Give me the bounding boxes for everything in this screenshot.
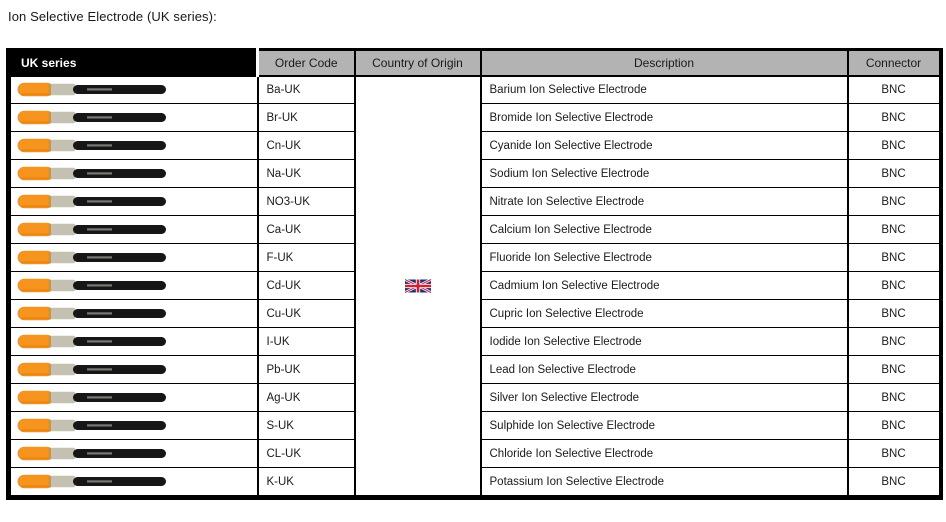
electrode-image-cell bbox=[9, 412, 258, 440]
order-code-cell: Cd-UK bbox=[258, 272, 355, 300]
electrode-image-cell bbox=[9, 104, 258, 132]
description-cell: Calcium Ion Selective Electrode bbox=[481, 216, 848, 244]
electrode-image-cell bbox=[9, 468, 258, 498]
order-code-cell: NO3-UK bbox=[258, 188, 355, 216]
order-code-cell: Na-UK bbox=[258, 160, 355, 188]
electrode-photo bbox=[17, 418, 169, 433]
electrode-image-cell bbox=[9, 188, 258, 216]
order-code-cell: CL-UK bbox=[258, 440, 355, 468]
table-body bbox=[9, 76, 941, 498]
electrode-label-marking bbox=[87, 256, 112, 258]
connector-cell: BNC bbox=[848, 412, 941, 440]
connector-cell: BNC bbox=[848, 468, 941, 498]
header-connector: Connector bbox=[848, 50, 941, 76]
electrode-image-cell bbox=[9, 76, 258, 104]
header-country-of-origin: Country of Origin bbox=[355, 50, 481, 76]
electrode-label-marking bbox=[87, 340, 112, 342]
country-of-origin-cell bbox=[355, 76, 481, 498]
description-cell: Barium Ion Selective Electrode bbox=[481, 76, 848, 104]
connector-cell: BNC bbox=[848, 300, 941, 328]
electrode-label-marking bbox=[87, 284, 112, 286]
electrode-image-cell bbox=[9, 272, 258, 300]
connector-cell: BNC bbox=[848, 132, 941, 160]
electrode-photo bbox=[17, 250, 169, 265]
table-row bbox=[9, 76, 941, 104]
electrode-label-marking bbox=[87, 312, 112, 314]
page-title: Ion Selective Electrode (UK series): bbox=[8, 9, 217, 24]
electrode-photo bbox=[17, 222, 169, 237]
order-code-cell: Pb-UK bbox=[258, 356, 355, 384]
electrode-photo bbox=[17, 278, 169, 293]
description-cell: Nitrate Ion Selective Electrode bbox=[481, 188, 848, 216]
description-cell: Sodium Ion Selective Electrode bbox=[481, 160, 848, 188]
connector-cell: BNC bbox=[848, 244, 941, 272]
electrode-photo bbox=[17, 194, 169, 209]
order-code-cell: S-UK bbox=[258, 412, 355, 440]
header-description: Description bbox=[481, 50, 848, 76]
electrode-label-marking bbox=[87, 480, 112, 482]
order-code-cell: Ag-UK bbox=[258, 384, 355, 412]
electrode-image-cell bbox=[9, 300, 258, 328]
electrode-label-marking bbox=[87, 452, 112, 454]
electrode-label-marking bbox=[87, 396, 112, 398]
electrode-photo bbox=[17, 138, 169, 153]
electrode-photo bbox=[17, 446, 169, 461]
description-cell: Sulphide Ion Selective Electrode bbox=[481, 412, 848, 440]
order-code-cell: Cn-UK bbox=[258, 132, 355, 160]
electrode-image-cell bbox=[9, 216, 258, 244]
electrode-image-cell bbox=[9, 244, 258, 272]
electrode-table bbox=[6, 48, 943, 500]
electrode-photo bbox=[17, 166, 169, 181]
connector-cell: BNC bbox=[848, 216, 941, 244]
electrode-image-cell bbox=[9, 384, 258, 412]
description-cell: Potassium Ion Selective Electrode bbox=[481, 468, 848, 498]
order-code-cell: K-UK bbox=[258, 468, 355, 498]
description-cell: Iodide Ion Selective Electrode bbox=[481, 328, 848, 356]
electrode-label-marking bbox=[87, 89, 112, 91]
electrode-image-cell bbox=[9, 328, 258, 356]
electrode-label-marking bbox=[87, 200, 112, 202]
connector-cell: BNC bbox=[848, 160, 941, 188]
electrode-label-marking bbox=[87, 116, 112, 118]
header-uk-series: UK series bbox=[9, 50, 258, 76]
header-order-code: Order Code bbox=[258, 50, 355, 76]
description-cell: Chloride Ion Selective Electrode bbox=[481, 440, 848, 468]
electrode-photo bbox=[17, 110, 169, 125]
electrode-label-marking bbox=[87, 228, 112, 230]
order-code-cell: Cu-UK bbox=[258, 300, 355, 328]
connector-cell: BNC bbox=[848, 440, 941, 468]
electrode-label-marking bbox=[87, 144, 112, 146]
order-code-cell: I-UK bbox=[258, 328, 355, 356]
electrode-image-cell bbox=[9, 132, 258, 160]
order-code-cell: F-UK bbox=[258, 244, 355, 272]
electrode-image-cell bbox=[9, 356, 258, 384]
description-cell: Bromide Ion Selective Electrode bbox=[481, 104, 848, 132]
order-code-cell: Ba-UK bbox=[258, 76, 355, 104]
order-code-cell: Ca-UK bbox=[258, 216, 355, 244]
electrode-photo bbox=[17, 334, 169, 349]
order-code-cell: Br-UK bbox=[258, 104, 355, 132]
description-cell: Lead Ion Selective Electrode bbox=[481, 356, 848, 384]
connector-cell: BNC bbox=[848, 384, 941, 412]
electrode-label-marking bbox=[87, 172, 112, 174]
electrode-image-cell bbox=[9, 160, 258, 188]
connector-cell: BNC bbox=[848, 104, 941, 132]
electrode-photo bbox=[17, 82, 169, 97]
description-cell: Cyanide Ion Selective Electrode bbox=[481, 132, 848, 160]
electrode-label-marking bbox=[87, 368, 112, 370]
connector-cell: BNC bbox=[848, 188, 941, 216]
electrode-image-cell bbox=[9, 440, 258, 468]
description-cell: Cupric Ion Selective Electrode bbox=[481, 300, 848, 328]
description-cell: Silver Ion Selective Electrode bbox=[481, 384, 848, 412]
electrode-photo bbox=[17, 390, 169, 405]
table-header-row bbox=[9, 50, 941, 76]
electrode-photo bbox=[17, 306, 169, 321]
connector-cell: BNC bbox=[848, 328, 941, 356]
description-cell: Fluoride Ion Selective Electrode bbox=[481, 244, 848, 272]
connector-cell: BNC bbox=[848, 272, 941, 300]
electrode-photo bbox=[17, 474, 169, 489]
connector-cell: BNC bbox=[848, 356, 941, 384]
electrode-label-marking bbox=[87, 424, 112, 426]
description-cell: Cadmium Ion Selective Electrode bbox=[481, 272, 848, 300]
electrode-photo bbox=[17, 362, 169, 377]
connector-cell: BNC bbox=[848, 76, 941, 104]
uk-flag-icon bbox=[405, 279, 431, 293]
